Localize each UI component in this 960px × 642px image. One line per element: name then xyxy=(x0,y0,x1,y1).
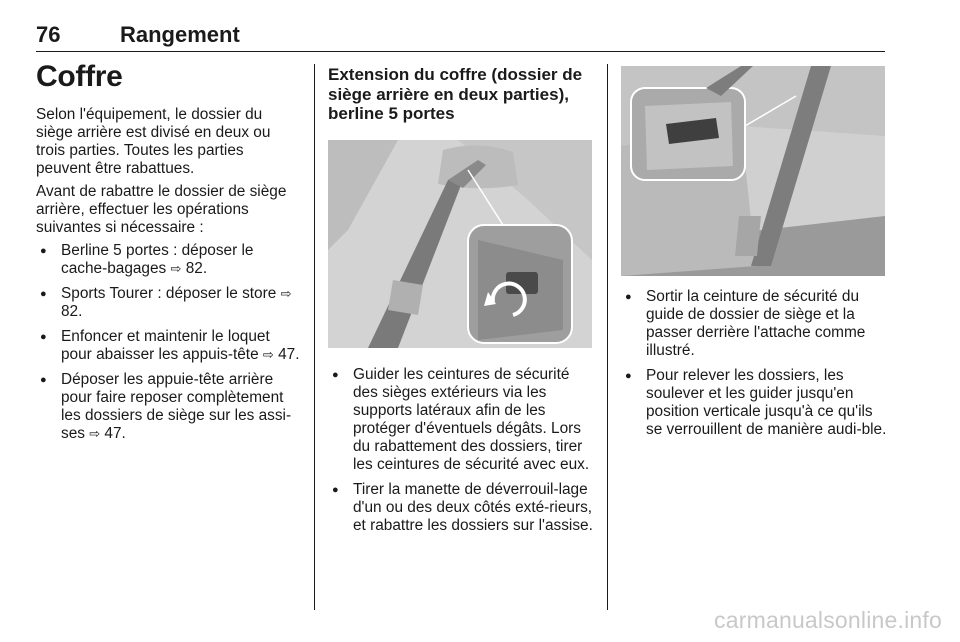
page-ref[interactable]: 82. xyxy=(61,303,83,320)
column-1 xyxy=(36,58,302,450)
list-item: ● Sortir la ceinture de sécurité du guide de dossier de siège et la passer derrière l'attache comme illustré. xyxy=(621,288,889,360)
seatbelt-guide-illustration xyxy=(328,140,592,348)
section-title: Coffre xyxy=(36,60,123,93)
paragraph: Selon l'équipement, le dossier du siège arrière est divisé en deux ou trois parties. Toutes les parties peuvent être rabattues. xyxy=(36,106,271,177)
list-item: ● Pour relever les dossiers, les soulever et les guider jusqu'en position verticale jusqu'à ce qu'ils se verrouillent de manière audi-ble. xyxy=(621,367,889,439)
chapter-title: Rangement xyxy=(120,22,240,47)
bullet-list xyxy=(621,288,889,439)
page-reference-arrow-icon: ⇨ xyxy=(262,347,274,362)
column-3 xyxy=(621,58,889,446)
page-ref[interactable]: 47. xyxy=(104,425,126,442)
list-item: ● Guider les ceintures de sécurité des sièges extérieurs via les supports latéraux afin de les protéger d'éventuels dégâts. Lors du rabattement des dossiers, tirer les ceintures de sécurité avec eux. xyxy=(328,366,594,474)
list-item: ● Tirer la manette de déverrouil-lage d'un ou des deux côtés exté-rieurs, et rabattre les dossiers sur l'assise. xyxy=(328,481,594,535)
column-divider xyxy=(314,64,315,610)
page-number: 76 xyxy=(36,22,61,47)
column-divider xyxy=(607,64,608,610)
page-reference-arrow-icon: ⇨ xyxy=(170,261,182,276)
list-item: ● Berline 5 portes : déposer le cache-bagages ⇨ 82. xyxy=(36,242,302,278)
page-ref[interactable]: 82. xyxy=(185,260,208,277)
watermark: carmanualsonline.info xyxy=(714,607,942,633)
list-item: ● Déposer les appuie-tête arrière pour faire reposer complètement les dossiers de siège sur les assi-ses ⇨ 47. xyxy=(36,371,302,443)
column-2 xyxy=(328,58,594,542)
header-rule xyxy=(36,51,885,52)
paragraph: Avant de rabattre le dossier de siège arrière, effectuer les opérations suivantes si nécessaire : xyxy=(36,183,287,236)
bullet-list xyxy=(36,242,302,443)
page-reference-arrow-icon: ⇨ xyxy=(280,286,292,301)
seatbelt-release-illustration xyxy=(621,66,885,276)
list-item: ● Enfoncer et maintenir le loquet pour abaisser les appuis-tête ⇨ 47. xyxy=(36,328,302,364)
page-ref[interactable]: 47. xyxy=(278,346,300,363)
list-item: ● Sports Tourer : déposer le store ⇨ 82. xyxy=(36,285,302,321)
bullet-list xyxy=(328,366,594,535)
page-reference-arrow-icon: ⇨ xyxy=(89,426,101,441)
section-heading: Extension du coffre (dossier de siège arrière en deux parties), berline 5 portes xyxy=(328,65,583,123)
